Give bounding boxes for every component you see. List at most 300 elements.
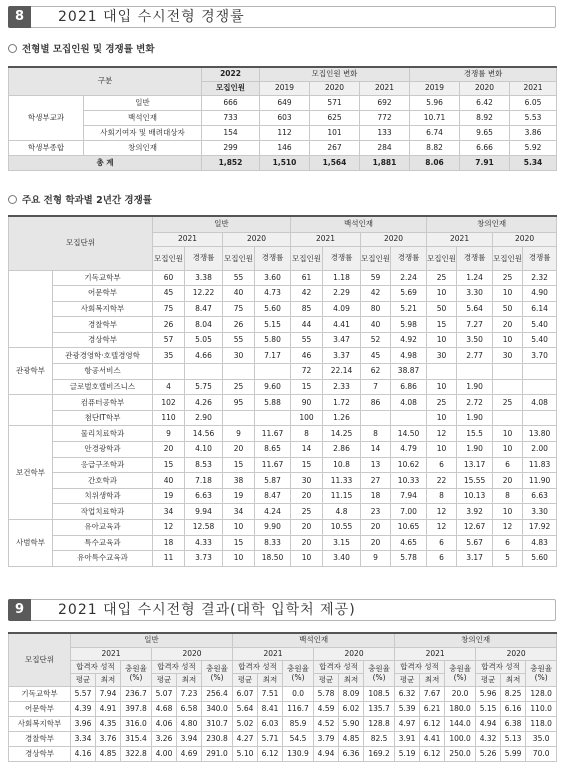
header-gubun: 구분 [9, 67, 202, 95]
header-min: 최저 [501, 673, 526, 686]
table-row [9, 520, 557, 536]
row-label: 글로벌호텔비즈니스 [53, 379, 153, 395]
table-cell: 6.63 [523, 488, 557, 504]
table-cell: 8.47 [185, 301, 223, 317]
row-label: 작업치료학과 [53, 504, 153, 520]
table-cell: 35 [153, 348, 185, 364]
table-cell: 11.67 [255, 457, 291, 473]
header-group-creative: 창의인재 [427, 216, 557, 232]
table-cell: 8.53 [185, 457, 223, 473]
table-cell: 11.33 [323, 473, 361, 489]
table-cell: 9.60 [255, 379, 291, 395]
table-cell: 154 [202, 125, 260, 140]
header-min: 최저 [339, 673, 364, 686]
total-cell: 1,564 [310, 155, 360, 170]
table-cell: 6.05 [510, 95, 557, 110]
table-cell: 3.96 [71, 716, 96, 731]
table-row [9, 270, 557, 286]
table-cell [493, 379, 523, 395]
table-cell: 50 [493, 301, 523, 317]
table-cell: 14.50 [391, 426, 427, 442]
table-cell: 3.30 [457, 286, 493, 302]
bullet-circle-icon [8, 44, 17, 53]
table-cell: 12 [493, 520, 523, 536]
table-cell: 0.0 [283, 686, 314, 701]
header-year: 2020 [361, 232, 427, 246]
table-cell: 7.18 [185, 473, 223, 489]
table-cell: 692 [360, 95, 410, 110]
table-cell: 35.0 [526, 731, 557, 746]
header-min: 최저 [258, 673, 283, 686]
table-cell: 100 [291, 410, 323, 426]
table-cell: 180.0 [445, 701, 476, 716]
table-cell: 3.40 [323, 551, 361, 567]
table-cell: 25 [493, 270, 523, 286]
table-cell: 5.40 [523, 332, 557, 348]
table-cell: 6.02 [339, 701, 364, 716]
table-cell: 30 [223, 348, 255, 364]
table-cell: 7.23 [177, 686, 202, 701]
row-label: 일반 [84, 95, 202, 110]
table-cell: 10 [493, 442, 523, 458]
header-group-general: 일반 [153, 216, 291, 232]
header-year: 2021 [153, 232, 223, 246]
table-cell: 4.24 [255, 504, 291, 520]
table-cell: 2.32 [523, 270, 557, 286]
table-cell: 10 [493, 286, 523, 302]
total-cell: 1,510 [260, 155, 310, 170]
caption-text: 전형별 모집인원 및 경쟁률 변화 [22, 44, 155, 55]
table-cell: 130.9 [283, 746, 314, 761]
table-cell: 20 [291, 520, 323, 536]
table-cell: 5.80 [255, 332, 291, 348]
header-year: 2021 [395, 647, 476, 660]
table-cell: 2.00 [523, 442, 557, 458]
table-row [9, 125, 557, 140]
table-row [9, 535, 557, 551]
table-cell: 5.21 [391, 301, 427, 317]
table-cell: 15 [427, 317, 457, 333]
table-cell: 13 [361, 457, 391, 473]
table-cell: 3.50 [457, 332, 493, 348]
table-cell: 54.5 [283, 731, 314, 746]
table-cell: 4.41 [323, 317, 361, 333]
table-cell: 5.69 [391, 286, 427, 302]
table-cell: 5.78 [314, 686, 339, 701]
table-cell: 15.55 [457, 473, 493, 489]
table-cell: 6.12 [420, 746, 445, 761]
table-cell: 7.67 [420, 686, 445, 701]
table-cell: 4.06 [152, 716, 177, 731]
header-fill-rate: 충원율(%) [283, 660, 314, 686]
table-cell: 5.99 [501, 746, 526, 761]
table-cell: 4.65 [391, 535, 427, 551]
row-label: 치위생학과 [53, 488, 153, 504]
header-recruit: 모집인원 [223, 246, 255, 270]
header-2022-recruit: 모집인원 [202, 81, 260, 95]
table-cell: 7.51 [258, 686, 283, 701]
total-cell: 7.91 [460, 155, 510, 170]
header-recruit: 모집인원 [291, 246, 323, 270]
table-cell: 169.2 [364, 746, 395, 761]
header-rate: 경쟁률 [255, 246, 291, 270]
table1-caption [8, 43, 155, 57]
table-cell [493, 364, 523, 380]
header-group-baekseok: 백석인재 [233, 633, 395, 647]
table-cell: 15 [223, 535, 255, 551]
table-cell: 128.0 [526, 686, 557, 701]
table-cell: 80 [361, 301, 391, 317]
table-cell: 8 [493, 488, 523, 504]
header-year: 2019 [260, 81, 310, 95]
row-group-label: 사범학부 [9, 520, 53, 567]
table-cell: 22 [427, 473, 457, 489]
table-cell: 19 [153, 488, 185, 504]
table-cell: 7.94 [96, 686, 121, 701]
table-row [9, 746, 557, 761]
table-cell: 61 [291, 270, 323, 286]
table-cell: 144.0 [445, 716, 476, 731]
table-cell: 8 [361, 426, 391, 442]
table-cell: 8.09 [339, 686, 364, 701]
table-cell: 11.67 [255, 426, 291, 442]
table-cell [427, 364, 457, 380]
header-year: 2020 [310, 81, 360, 95]
table-cell: 10 [493, 332, 523, 348]
header-group-creative: 창의인재 [395, 633, 557, 647]
header-year: 2021 [71, 647, 152, 660]
table-cell: 10 [427, 410, 457, 426]
table-cell: 102 [153, 395, 185, 411]
table-cell [523, 379, 557, 395]
table-cell: 14 [291, 442, 323, 458]
table-cell: 9.94 [185, 504, 223, 520]
table-cell: 12.58 [185, 520, 223, 536]
table-cell: 20.0 [445, 686, 476, 701]
table-cell: 85 [291, 301, 323, 317]
table-cell: 4.90 [523, 286, 557, 302]
table-cell: 4.41 [420, 731, 445, 746]
table-cell: 12.22 [185, 286, 223, 302]
table-cell: 25 [493, 395, 523, 411]
table-cell: 3.79 [314, 731, 339, 746]
table-cell: 5.19 [395, 746, 420, 761]
table-cell: 6.12 [420, 716, 445, 731]
header-avg: 평균 [314, 673, 339, 686]
table-cell: 4.00 [152, 746, 177, 761]
table-cell: 5.53 [510, 110, 557, 125]
table-recruit-rate-change [8, 66, 557, 171]
table-row [9, 395, 557, 411]
table-cell: 6.74 [410, 125, 460, 140]
table-cell: 10 [427, 442, 457, 458]
table-cell: 6.58 [177, 701, 202, 716]
table-cell: 10.65 [391, 520, 427, 536]
header-min: 최저 [420, 673, 445, 686]
table-cell: 42 [361, 286, 391, 302]
table-cell: 6 [493, 457, 523, 473]
table-cell: 5.57 [71, 686, 96, 701]
header-avg: 평균 [476, 673, 501, 686]
table-row [9, 731, 557, 746]
table-cell: 11 [153, 551, 185, 567]
table-cell: 6.42 [460, 95, 510, 110]
table-cell: 12.67 [457, 520, 493, 536]
table-cell: 1.90 [457, 379, 493, 395]
table-cell: 18 [153, 535, 185, 551]
table-cell: 3.38 [185, 270, 223, 286]
table-cell [255, 364, 291, 380]
table-cell: 6.12 [258, 746, 283, 761]
table-cell: 8.47 [255, 488, 291, 504]
row-group-label: 관광학부 [9, 348, 53, 395]
table-cell: 4.73 [255, 286, 291, 302]
header-rate: 경쟁률 [523, 246, 557, 270]
table-cell: 3.73 [185, 551, 223, 567]
table-cell: 90 [291, 395, 323, 411]
table-cell: 322.8 [121, 746, 152, 761]
table-cell: 6 [427, 551, 457, 567]
table-cell: 18.50 [255, 551, 291, 567]
table-row [9, 332, 557, 348]
table-cell: 86 [361, 395, 391, 411]
table-cell: 10.62 [391, 457, 427, 473]
table-cell: 8.65 [255, 442, 291, 458]
table-cell: 3.30 [523, 504, 557, 520]
table-cell: 108.5 [364, 686, 395, 701]
section-number: 9 [8, 599, 31, 621]
table-cell: 6 [493, 535, 523, 551]
row-label: 경찰학부 [9, 731, 71, 746]
table-cell: 46 [291, 348, 323, 364]
table-cell: 4.83 [523, 535, 557, 551]
table-cell: 10 [427, 286, 457, 302]
row-label: 안경광학과 [53, 442, 153, 458]
table-cell: 19 [223, 488, 255, 504]
table-cell: 13.17 [457, 457, 493, 473]
header-score: 합격자 성적 [476, 660, 526, 673]
table-cell: 146 [260, 140, 310, 155]
table-cell: 13.80 [523, 426, 557, 442]
row-label: 간호학과 [53, 473, 153, 489]
table-row [9, 716, 557, 731]
table-cell: 9 [223, 426, 255, 442]
table-cell: 10 [223, 551, 255, 567]
table-cell: 100.0 [445, 731, 476, 746]
row-label: 어문학부 [9, 701, 71, 716]
table-cell: 44 [291, 317, 323, 333]
table-cell: 6.16 [501, 701, 526, 716]
row-label: 사회복지학부 [53, 301, 153, 317]
row-label: 첨단IT학부 [53, 410, 153, 426]
table-cell: 315.4 [121, 731, 152, 746]
table-cell: 45 [361, 348, 391, 364]
table-cell: 26 [223, 317, 255, 333]
table-cell: 112 [260, 125, 310, 140]
table-cell: 7 [361, 379, 391, 395]
header-score: 합격자 성적 [395, 660, 445, 673]
table-cell: 6.63 [185, 488, 223, 504]
table-cell: 4.52 [314, 716, 339, 731]
row-label: 물리치료학과 [53, 426, 153, 442]
table-cell: 6.66 [460, 140, 510, 155]
table-cell: 75 [223, 301, 255, 317]
table-cell: 20 [361, 535, 391, 551]
table-cell: 10.71 [410, 110, 460, 125]
table-cell: 4.27 [233, 731, 258, 746]
header-year: 2020 [493, 232, 557, 246]
row-group-label: 학생부교과 [9, 95, 84, 140]
table-cell: 2.77 [457, 348, 493, 364]
row-label: 사회기여자 및 배려대상자 [84, 125, 202, 140]
row-label: 백석인재 [84, 110, 202, 125]
table-cell: 6.32 [395, 686, 420, 701]
header-recruit: 모집인원 [153, 246, 185, 270]
table-cell: 5.64 [233, 701, 258, 716]
row-label: 사회복지학부 [9, 716, 71, 731]
table-cell: 5.87 [255, 473, 291, 489]
table-cell: 8 [291, 426, 323, 442]
table-cell: 4.10 [185, 442, 223, 458]
header-recruit: 모집인원 [361, 246, 391, 270]
total-label: 총 계 [9, 155, 202, 170]
section-8-header [8, 6, 556, 30]
table-cell: 4.69 [177, 746, 202, 761]
table-cell: 3.86 [510, 125, 557, 140]
total-cell: 8.06 [410, 155, 460, 170]
table-cell: 6 [427, 457, 457, 473]
table-cell: 571 [310, 95, 360, 110]
row-label: 관광경영학·호텔경영학 [53, 348, 153, 364]
table-cell: 42 [291, 286, 323, 302]
table-cell: 12 [427, 520, 457, 536]
table-cell: 625 [310, 110, 360, 125]
table-cell: 3.91 [395, 731, 420, 746]
table-cell: 6.14 [523, 301, 557, 317]
table-cell: 284 [360, 140, 410, 155]
header-fill-rate: 충원율(%) [364, 660, 395, 686]
table-cell: 50 [427, 301, 457, 317]
table-row [9, 379, 557, 395]
table-cell: 4.08 [391, 395, 427, 411]
table-cell: 5.07 [152, 686, 177, 701]
row-group-label: 보건학부 [9, 426, 53, 520]
table-cell: 316.0 [121, 716, 152, 731]
header-min: 최저 [177, 673, 202, 686]
header-year: 2019 [410, 81, 460, 95]
table-cell: 4 [153, 379, 185, 395]
table-cell: 5.67 [457, 535, 493, 551]
table-cell: 6.36 [339, 746, 364, 761]
table-row [9, 701, 557, 716]
table-cell: 55 [223, 332, 255, 348]
table-cell: 4.92 [391, 332, 427, 348]
table-cell: 4.85 [339, 731, 364, 746]
row-group-label [9, 395, 53, 426]
table-cell: 5.15 [255, 317, 291, 333]
table-cell: 18 [361, 488, 391, 504]
table-cell [523, 364, 557, 380]
table-cell: 8.04 [185, 317, 223, 333]
table-cell: 14 [361, 442, 391, 458]
header-rate-change: 경쟁률 변화 [410, 67, 557, 81]
table-cell: 1.26 [323, 410, 361, 426]
table-cell: 3.26 [152, 731, 177, 746]
table-cell: 5.40 [523, 317, 557, 333]
table-cell [223, 364, 255, 380]
table-cell: 17.92 [523, 520, 557, 536]
table-cell: 5.75 [185, 379, 223, 395]
table-cell: 20 [153, 442, 185, 458]
row-label: 경상학부 [9, 746, 71, 761]
table-cell: 4.59 [314, 701, 339, 716]
row-group-label: 학생부종합 [9, 140, 84, 155]
header-unit: 모집단위 [9, 633, 71, 686]
section-title: 2021 대입 수시전형 경쟁률 [58, 9, 245, 25]
table-cell [255, 410, 291, 426]
table-cell: 135.7 [364, 701, 395, 716]
table-cell: 133 [360, 125, 410, 140]
table-cell: 11.15 [323, 488, 361, 504]
header-score: 합격자 성적 [233, 660, 283, 673]
table-cell: 603 [260, 110, 310, 125]
table-cell: 4.26 [185, 395, 223, 411]
table-row [9, 364, 557, 380]
header-year: 2021 [360, 81, 410, 95]
table-cell: 40 [361, 317, 391, 333]
table-cell: 70.0 [526, 746, 557, 761]
table-cell: 3.47 [323, 332, 361, 348]
table-row [9, 317, 557, 333]
table-cell: 4.08 [523, 395, 557, 411]
table-cell: 4.33 [185, 535, 223, 551]
table-cell: 4.79 [391, 442, 427, 458]
table-cell: 6.86 [391, 379, 427, 395]
table-cell: 59 [361, 270, 391, 286]
table-cell: 34 [223, 504, 255, 520]
table-cell: 5.05 [185, 332, 223, 348]
table-cell: 2.72 [457, 395, 493, 411]
table-row [9, 686, 557, 701]
table-cell: 772 [360, 110, 410, 125]
table-cell: 5.98 [391, 317, 427, 333]
table-cell: 5.88 [255, 395, 291, 411]
row-label: 유아특수교육과 [53, 551, 153, 567]
table-cell: 5.96 [476, 686, 501, 701]
table-cell: 10 [427, 379, 457, 395]
table-cell: 8.41 [258, 701, 283, 716]
table-cell: 10.8 [323, 457, 361, 473]
header-rate: 경쟁률 [185, 246, 223, 270]
table-cell: 267 [310, 140, 360, 155]
row-label: 유아교육과 [53, 520, 153, 536]
table-cell: 26 [153, 317, 185, 333]
table-cell: 25 [427, 395, 457, 411]
table-cell: 11.90 [523, 473, 557, 489]
section-title: 2021 대입 수시전형 결과(대학 입학처 제공) [58, 602, 356, 618]
table-cell: 397.8 [121, 701, 152, 716]
table-cell: 3.60 [255, 270, 291, 286]
table-cell: 38.87 [391, 364, 427, 380]
table-row [9, 488, 557, 504]
table-cell: 340.0 [202, 701, 233, 716]
total-cell: 5.34 [510, 155, 557, 170]
table-cell: 4.98 [391, 348, 427, 364]
table-cell: 291.0 [202, 746, 233, 761]
table-cell: 2.24 [391, 270, 427, 286]
table-cell [523, 410, 557, 426]
table-cell: 9 [361, 551, 391, 567]
